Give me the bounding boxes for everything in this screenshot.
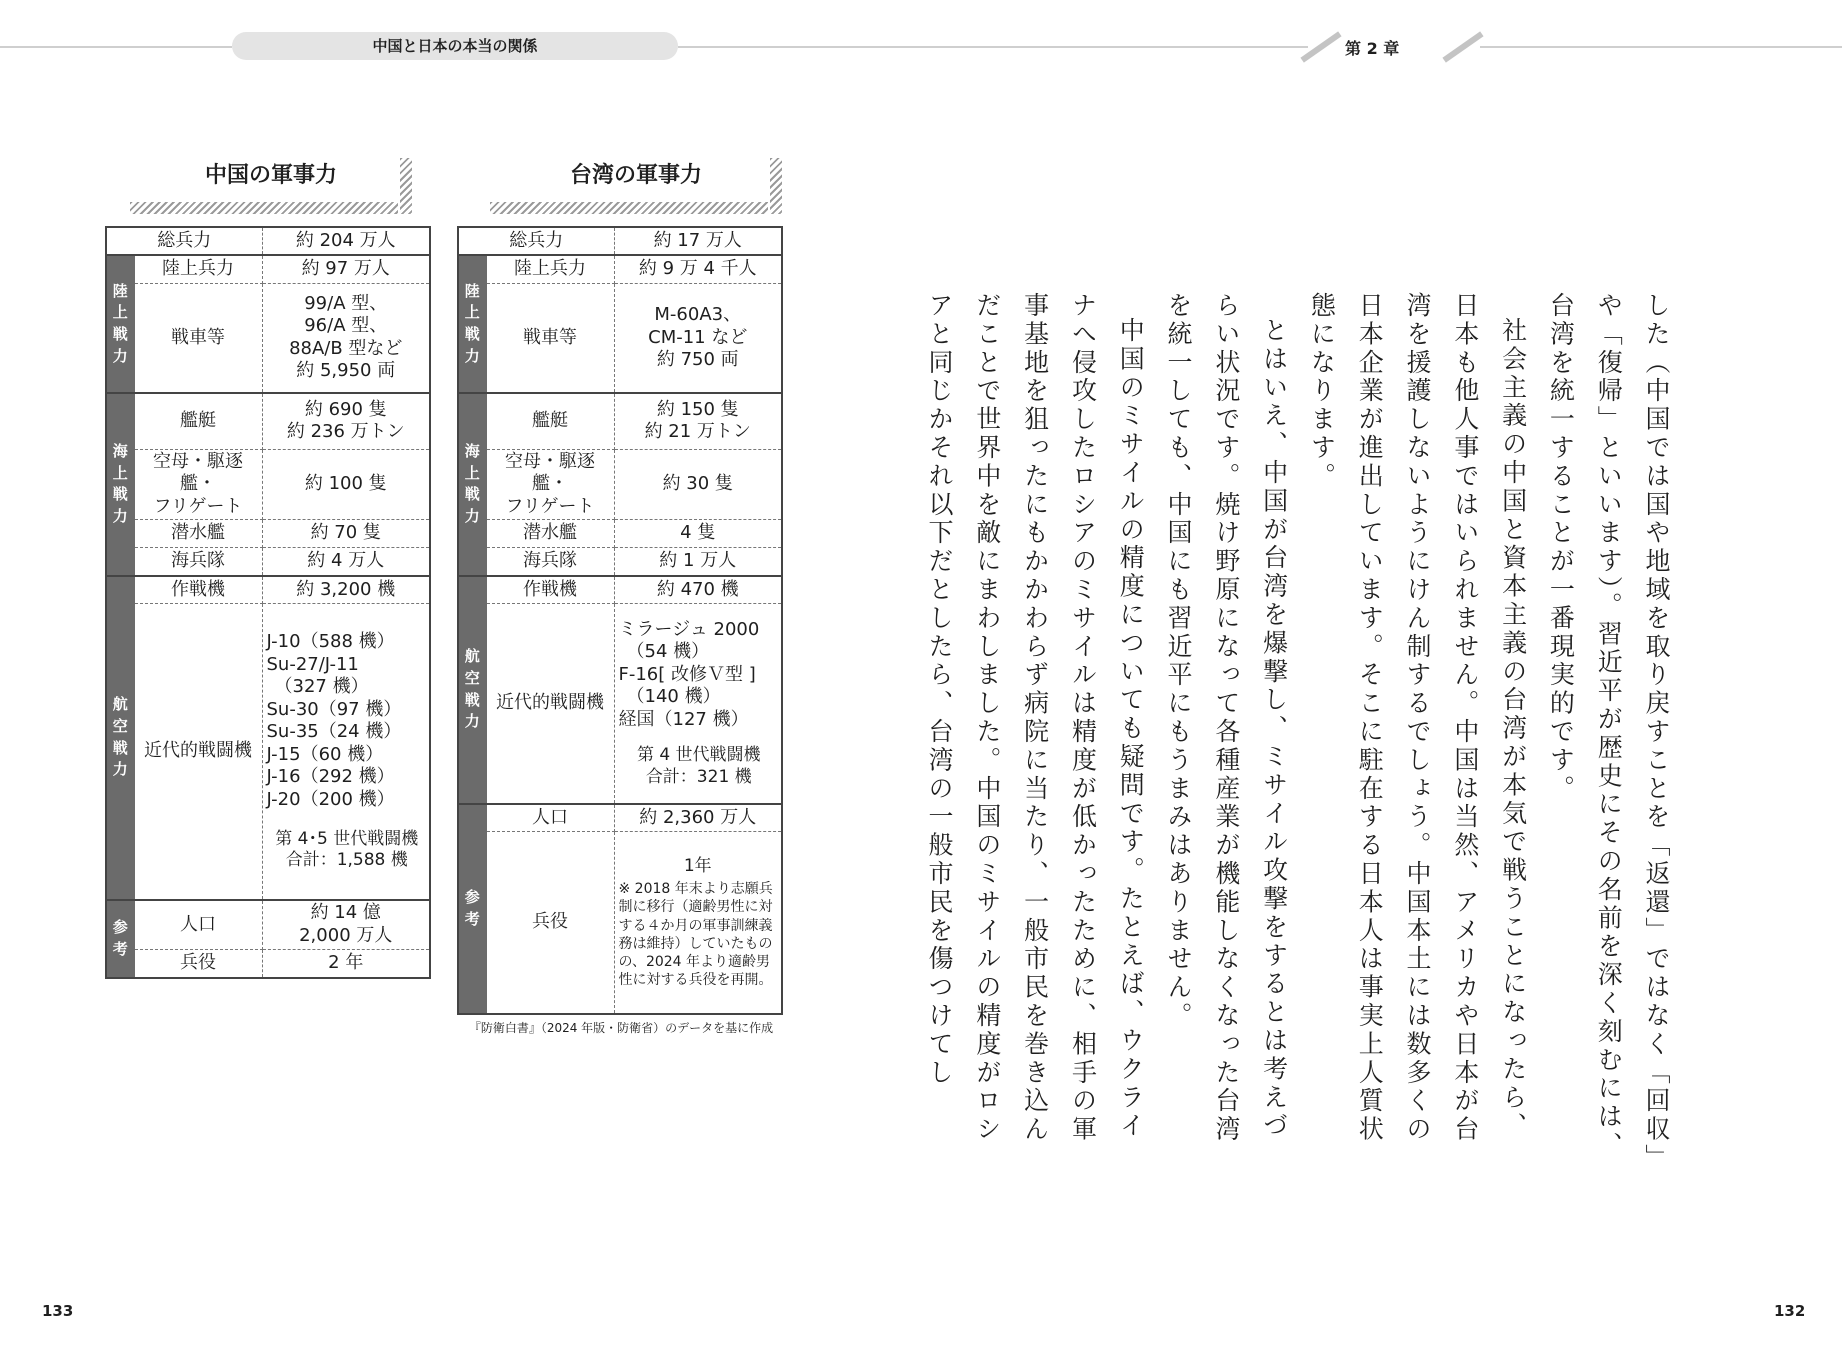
ships-line: 約 690 隻 — [304, 398, 387, 420]
value-ground-forces: 約 97 万人 — [262, 255, 430, 283]
fighter-line: ミラージュ 2000 — [618, 618, 760, 640]
category-air: 航 空 戦 力 — [458, 576, 486, 804]
heading-stripe — [130, 202, 398, 214]
label-population: 人口 — [486, 804, 614, 832]
service-note: ※ 2018 年末より志願兵制に移行（適齢男性に対する４か月の軍事訓練義務は維持）していたものの、2024 年より適齢男性に対する兵役を再開。 — [618, 881, 773, 989]
value-total: 約 17 万人 — [614, 227, 782, 255]
china-military-table — [105, 226, 431, 979]
value-modern-fighters — [262, 604, 430, 900]
label-military-service: 兵役 — [134, 950, 262, 978]
label-carriers — [134, 449, 262, 520]
china-table-title: 中国の軍事力 — [204, 163, 337, 188]
fighter-line: （327 機） — [274, 676, 369, 697]
tanks-line: 約 5,950 両 — [296, 360, 396, 382]
chapter-label: 第 2 章 — [1345, 39, 1400, 58]
fighter-line: （140 機） — [626, 686, 721, 708]
value-ships — [614, 393, 782, 449]
carriers-label-line: 空母・駆逐艦・ — [153, 450, 243, 494]
category-sea: 海 上 戦 力 — [106, 393, 134, 576]
category-air: 航 空 戦 力 — [106, 576, 134, 900]
value-tanks — [614, 283, 782, 393]
value-carriers: 約 30 隻 — [614, 449, 782, 520]
fighter-line: J-10（588 機） — [266, 631, 395, 652]
value-marines: 約 4 万人 — [262, 548, 430, 576]
tanks-line: 99/A 型、 — [304, 292, 388, 314]
label-ships: 艦艇 — [134, 393, 262, 449]
fighter-line: J-15（60 機） — [266, 743, 384, 765]
label-combat-aircraft: 作戦機 — [486, 576, 614, 604]
value-ships — [262, 393, 430, 449]
tanks-line: 約 750 両 — [656, 349, 739, 370]
service-main: 1年 — [683, 856, 712, 877]
value-carriers: 約 100 隻 — [262, 449, 430, 520]
fighter-total-line: 第 4 世代戦闘機 — [636, 745, 761, 766]
label-ground-forces: 陸上兵力 — [134, 255, 262, 283]
header-rule-middle — [678, 46, 1308, 48]
value-tanks — [262, 283, 430, 393]
label-population: 人口 — [134, 900, 262, 950]
taiwan-table-heading — [490, 152, 782, 214]
tanks-line: CM-11 など — [648, 326, 748, 348]
value-population: 約 2,360 万人 — [614, 804, 782, 832]
fighter-line: Su-30（97 機） — [266, 698, 402, 720]
tanks-line: 96/A 型、 — [304, 315, 388, 337]
ships-line: 約 236 万トン — [286, 421, 405, 443]
heading-stripe-vertical — [770, 158, 782, 214]
label-ground-forces: 陸上兵力 — [486, 255, 614, 283]
fighter-total-line: 合計：1,588 機 — [285, 850, 408, 871]
fighter-line: J-16（292 機） — [266, 766, 395, 787]
paragraph: 中国のミサイルの精度についても疑問です。たとえば、ウクライナへ侵攻したロシアのミサイルは精度が低かったために、相手の軍事基地を狙ったにもかかわらず病院に当たり、一般市民を巻き込んだことで世界中を敵にまわしました。中国のミサイルの精度がロシアと同じかそれ以下だとしたら、台湾の一般市民を傷つけてし — [925, 292, 1146, 1144]
category-sea: 海 上 戦 力 — [458, 393, 486, 576]
label-tanks: 戦車等 — [134, 283, 262, 393]
value-modern-fighters — [614, 604, 782, 804]
value-military-service — [614, 832, 782, 1014]
label-marines: 海兵隊 — [134, 548, 262, 576]
china-table-heading — [130, 152, 412, 214]
body-text — [925, 292, 1680, 1168]
fighter-line: Su-35（24 機） — [266, 721, 402, 742]
label-total: 総兵力 — [458, 227, 614, 255]
taiwan-table-title: 台湾の軍事力 — [569, 163, 702, 188]
value-ground-forces: 約 9 万 4 千人 — [614, 255, 782, 283]
ships-line: 約 150 隻 — [656, 398, 739, 420]
value-military-service: 2 年 — [262, 950, 430, 978]
label-military-service: 兵役 — [486, 832, 614, 1014]
label-submarines: 潜水艦 — [486, 520, 614, 548]
heading-stripe-vertical — [400, 158, 412, 214]
value-total: 約 204 万人 — [262, 227, 430, 255]
fighter-line: F-16[ 改修Ｖ型 ] — [618, 663, 756, 685]
category-reference: 参 考 — [458, 804, 486, 1014]
fighter-total-line: 合計：321 機 — [645, 766, 752, 787]
category-ground: 陸 上 戦 力 — [106, 255, 134, 393]
fighter-line: 経国（127 機） — [618, 708, 749, 730]
carriers-label-line: フリゲート — [505, 495, 595, 517]
fighter-line: J-20（200 機） — [266, 788, 395, 810]
header-slash-right — [1442, 31, 1483, 62]
value-combat-aircraft: 約 3,200 機 — [262, 576, 430, 604]
fighter-line: （54 機） — [626, 641, 710, 663]
label-total: 総兵力 — [106, 227, 262, 255]
value-population — [262, 900, 430, 950]
category-reference: 参 考 — [106, 900, 134, 978]
tanks-line: 88A/B 型など — [289, 337, 403, 359]
label-combat-aircraft: 作戦機 — [134, 576, 262, 604]
page-number-left: 133 — [42, 1302, 74, 1320]
tanks-line: M-60A3、 — [654, 304, 742, 325]
ships-line: 約 21 万トン — [644, 421, 751, 443]
heading-stripe — [490, 202, 768, 214]
fighter-total-line: 第 4･5 世代戦闘機 — [275, 829, 419, 849]
paragraph: した（中国では国や地域を取り戻すことを「返還」ではなく「回収」や「復帰」といいます）。習近平が歴史にその名前を深く刻むには、台湾を統一することが一番現実的です。 — [1546, 292, 1671, 1160]
label-modern-fighters: 近代的戦闘機 — [486, 604, 614, 804]
page-number-right: 132 — [1774, 1302, 1806, 1320]
carriers-label-line: フリゲート — [153, 495, 243, 517]
running-header-title: 中国と日本の本当の関係 — [232, 32, 678, 60]
value-submarines: 約 70 隻 — [262, 520, 430, 548]
population-line: 約 14 億 — [310, 902, 381, 924]
category-ground: 陸 上 戦 力 — [458, 255, 486, 393]
carriers-label-line: 空母・駆逐艦・ — [505, 450, 595, 494]
label-carriers — [486, 449, 614, 520]
population-line: 2,000 万人 — [299, 924, 393, 946]
label-ships: 艦艇 — [486, 393, 614, 449]
fighter-line: Su-27/J-11 — [266, 653, 359, 675]
label-modern-fighters: 近代的戦闘機 — [134, 604, 262, 900]
label-marines: 海兵隊 — [486, 548, 614, 576]
taiwan-military-table — [457, 226, 783, 1015]
value-combat-aircraft: 約 470 機 — [614, 576, 782, 604]
label-tanks: 戦車等 — [486, 283, 614, 393]
paragraph: とはいえ、中国が台湾を爆撃し、ミサイル攻撃をするとは考えづらい状況です。焼け野原になって各種産業が機能しなくなった台湾を統一しても、中国にも習近平にもうまみはありません。 — [1164, 292, 1289, 1144]
source-note: 『防衛白書』（2024 年版・防衛省）のデータを基に作成 — [468, 1021, 774, 1035]
header-rule-right — [1480, 46, 1842, 48]
label-submarines: 潜水艦 — [134, 520, 262, 548]
header-rule-left — [0, 46, 232, 48]
value-marines: 約 1 万人 — [614, 548, 782, 576]
paragraph: 社会主義の中国と資本主義の台湾が本気で戦うことになったら、日本も他人事ではいられません。中国は当然、アメリカや日本が台湾を援護しないようにけん制するでしょう。中国本土には数多くの日本企業が進出しています。そこに駐在する日本人は事実上人質状態になります。 — [1307, 292, 1528, 1144]
value-submarines: 4 隻 — [614, 520, 782, 548]
